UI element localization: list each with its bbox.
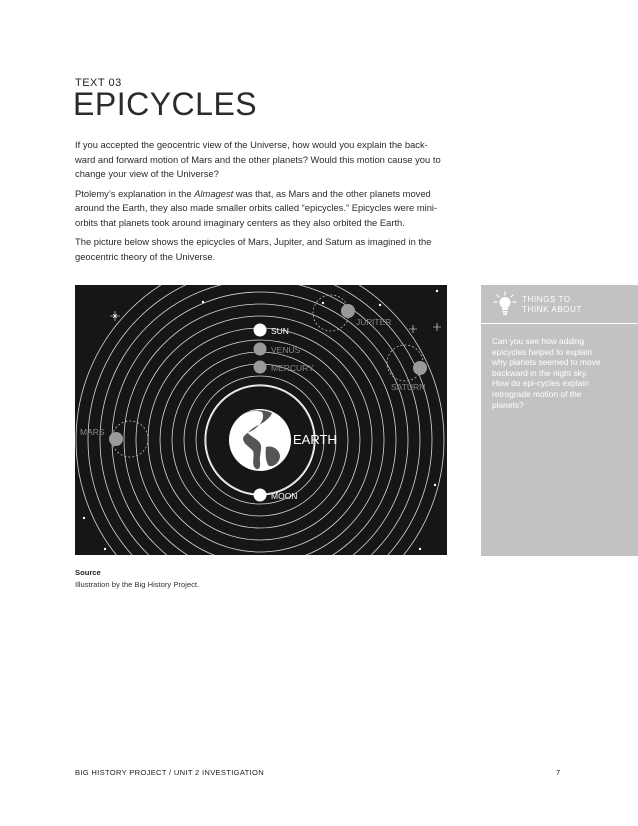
jupiter [341, 304, 355, 318]
star-icon [436, 290, 438, 292]
moon-label: MOON [271, 491, 298, 501]
moon [254, 489, 267, 502]
source-text: Illustration by the Big History Project. [75, 580, 200, 589]
star-icon [83, 517, 85, 519]
jupiter-label: JUPITER [356, 317, 392, 327]
earth [229, 409, 291, 471]
paragraph-2 [75, 187, 445, 231]
star-icon [322, 302, 324, 304]
earth-label: EARTH [293, 432, 337, 447]
star-icon [419, 548, 421, 550]
earth-globe [229, 409, 291, 471]
star-icon [104, 548, 106, 550]
mercury [254, 361, 267, 374]
sun [254, 324, 267, 337]
sidebar-text: Can you see how adding epicycles helped to explain why planets seemed to move backward in the night sky. How do epi-cycles explain retrograde motion of the planets? [492, 336, 601, 410]
saturn-label: SATURN [391, 382, 426, 392]
page-number: 7 [556, 768, 561, 777]
saturn [413, 361, 427, 375]
almagest-title: Almagest [194, 187, 234, 199]
star-icon [434, 484, 436, 486]
mars-label: MARS [80, 427, 105, 437]
sidebar [481, 285, 638, 556]
sun-label: SUN [271, 326, 289, 336]
mars [109, 432, 123, 446]
sidebar-header [481, 285, 638, 324]
star-icon [379, 304, 381, 306]
sidebar-title-line-2: THINK ABOUT [522, 304, 582, 314]
venus-label: VENUS [271, 345, 301, 355]
lightbulb-icon [493, 291, 517, 317]
paragraph-3: The picture below shows the epicycles of Mars, Jupiter, and Saturn as imagined in the geocentric theory of the Universe. [75, 236, 432, 262]
sidebar-title [522, 295, 632, 314]
page-title: EPICYCLES [73, 86, 258, 122]
paragraph-1: If you accepted the geocentric view of the Universe, how would you explain the back-ward and forward motion of Mars and the other planets? Would this motion cause you to change your view of the Universe? [75, 139, 441, 179]
kicker: TEXT 03 [75, 77, 122, 89]
epicycles-illustration [75, 285, 447, 555]
paragraph-2-start: Ptolemy’s explanation in the [75, 187, 195, 199]
paragraph-2-end: was that, as Mars and the other planets moved around the Earth, they also made smaller orbits called “epicycles.” Epicycles were mini-orbits that planets took around imaginary centers as they also orbited the Earth. [75, 187, 438, 228]
venus [254, 343, 267, 356]
sidebar-title-line-1: THINGS TO [522, 295, 571, 304]
mercury-label: MERCURY [271, 363, 314, 373]
body-text [75, 138, 445, 269]
star-icon [202, 301, 204, 303]
footer-title: BIG HISTORY PROJECT / UNIT 2 INVESTIGATION [75, 768, 264, 777]
source-label: Source [75, 568, 101, 577]
